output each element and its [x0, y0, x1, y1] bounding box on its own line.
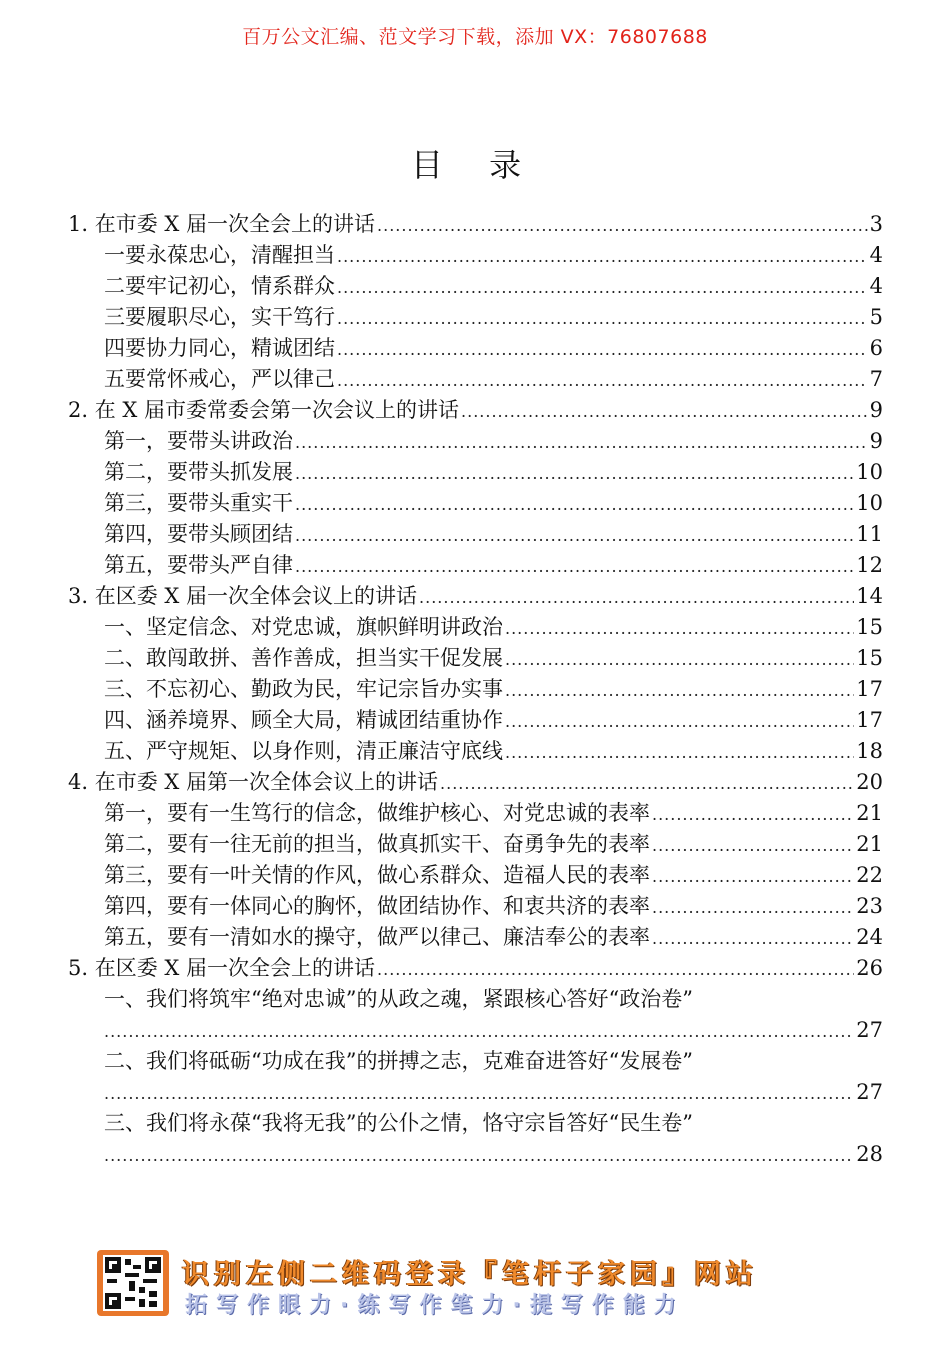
toc-page-number: 14: [856, 584, 883, 608]
toc-leader: [337, 241, 868, 271]
toc-leader: [377, 210, 868, 240]
toc-entry-text: 第四，要带头顾团结: [104, 522, 293, 546]
toc-leader: [295, 489, 854, 519]
toc-entry-text: 三、我们将永葆“我将无我”的公仆之情，恪守宗旨答好“民生卷”: [104, 1111, 693, 1135]
toc-entry-text: 四、涵养境界、顾全大局，精诚团结重协作: [104, 708, 503, 732]
toc-entry: [68, 767, 883, 798]
toc-entry-text: 2. 在 X 届市委常委会第一次会议上的讲话: [68, 398, 460, 422]
toc-page-number: 23: [856, 894, 883, 918]
toc-entry: [68, 674, 883, 705]
toc-entry-text: 五、严守规矩、以身作则，清正廉洁守底线: [104, 739, 503, 763]
toc-entry: [68, 581, 883, 612]
toc-entry: [68, 705, 883, 736]
toc-entry-text: 4. 在市委 X 届第一次全体会议上的讲话: [68, 770, 439, 794]
toc-entry-text: 第二，要带头抓发展: [104, 460, 293, 484]
toc-entry-text: 第五，要带头严自律: [104, 553, 293, 577]
toc-page-number: 10: [856, 491, 883, 515]
toc-page-number: 15: [856, 646, 883, 670]
toc-leader: [104, 1140, 854, 1171]
toc-entry: [68, 860, 883, 891]
footer-slogan: 拓写作眼力·练写作笔力·提写作能力: [185, 1293, 685, 1318]
toc-entry: [68, 550, 883, 581]
toc-page-number: 20: [856, 770, 883, 794]
toc-page-number: 27: [856, 1018, 883, 1042]
toc-page-number: 28: [856, 1142, 883, 1166]
toc-entry: [68, 1046, 883, 1108]
toc-page-number: 10: [856, 460, 883, 484]
toc-entry: [68, 457, 883, 488]
toc-leader: [652, 830, 854, 860]
toc-entry-text: 二、敢闯敢拼、善作善成，担当实干促发展: [104, 646, 503, 670]
toc-leader: [652, 892, 854, 922]
header-banner: 百万公文汇编、范文学习下载，添加 VX：76807688: [242, 26, 708, 48]
toc-page-number: 21: [856, 832, 883, 856]
toc-page-number: 17: [856, 677, 883, 701]
toc-leader: [440, 768, 854, 798]
toc-page-number: 4: [869, 243, 883, 267]
toc-entry-text: 一、坚定信念、对党忠诚，旗帜鲜明讲政治: [104, 615, 503, 639]
toc-leader: [295, 551, 854, 581]
toc-entry-text: 第二，要有一往无前的担当，做真抓实干、奋勇争先的表率: [104, 832, 650, 856]
footer-ad: [97, 1250, 857, 1320]
toc-page-number: 26: [856, 956, 883, 980]
toc-entry-text: 第四，要有一体同心的胸怀，做团结协作、和衷共济的表率: [104, 894, 650, 918]
toc-page-number: 6: [869, 336, 883, 360]
toc-leader: [295, 427, 868, 457]
toc-title: 目 录: [410, 146, 540, 184]
toc-leader: [295, 520, 854, 550]
toc-leader: [337, 334, 868, 364]
toc-leader: [505, 644, 854, 674]
toc-page-number: 27: [856, 1080, 883, 1104]
toc-page-number: 3: [869, 212, 883, 236]
toc-entry-text: 第三，要带头重实干: [104, 491, 293, 515]
toc-page-number: 11: [856, 522, 883, 546]
toc-entry: [68, 891, 883, 922]
toc-entry-text: 二、我们将砥砺“功成在我”的拼搏之志，克难奋进答好“发展卷”: [104, 1049, 693, 1073]
toc-entry-text: 五要常怀戒心，严以律己: [104, 367, 335, 391]
toc-page-number: 4: [869, 274, 883, 298]
toc-entry: [68, 333, 883, 364]
toc-page-number: 24: [856, 925, 883, 949]
toc-entry: [68, 240, 883, 271]
toc-entry: [68, 736, 883, 767]
toc-entry: [68, 643, 883, 674]
toc-entry: [68, 984, 883, 1046]
toc-entry-text: 第一，要有一生笃行的信念，做维护核心、对党忠诚的表率: [104, 801, 650, 825]
toc-entry: [68, 953, 883, 984]
footer-headline: 识别左侧二维码登录『笔杆子家园』网站: [182, 1259, 758, 1290]
toc-page-number: 22: [856, 863, 883, 887]
toc-page-number: 9: [869, 429, 883, 453]
toc-entry: [68, 1108, 883, 1170]
toc-entry-text: 四要协力同心，精诚团结: [104, 336, 335, 360]
toc-leader: [337, 365, 868, 395]
toc-entry-text: 三要履职尽心，实干笃行: [104, 305, 335, 329]
toc-entry: [68, 271, 883, 302]
toc-leader: [505, 737, 854, 767]
toc-entry-text: 一要永葆忠心，清醒担当: [104, 243, 335, 267]
toc-leader: [505, 675, 854, 705]
toc-entry: [68, 364, 883, 395]
toc-page-number: 7: [869, 367, 883, 391]
toc-leader: [652, 799, 854, 829]
toc-entry: [68, 395, 883, 426]
toc-entry-text: 第三，要有一叶关情的作风，做心系群众、造福人民的表率: [104, 863, 650, 887]
toc-page-number: 15: [856, 615, 883, 639]
table-of-contents: [68, 209, 883, 1170]
toc-leader: [295, 458, 854, 488]
toc-entry-text: 5. 在区委 X 届一次全会上的讲话: [68, 956, 376, 980]
toc-entry: [68, 798, 883, 829]
toc-leader: [377, 954, 854, 984]
toc-entry-text: 第五，要有一清如水的操守，做严以律己、廉洁奉公的表率: [104, 925, 650, 949]
toc-leader: [337, 303, 868, 333]
toc-leader: [652, 923, 854, 953]
toc-page-number: 18: [856, 739, 883, 763]
toc-page-number: 12: [856, 553, 883, 577]
toc-entry: [68, 612, 883, 643]
toc-leader: [419, 582, 854, 612]
toc-entry: [68, 488, 883, 519]
toc-entry-text: 第一，要带头讲政治: [104, 429, 293, 453]
toc-leader: [652, 861, 854, 891]
toc-leader: [104, 1078, 854, 1109]
toc-leader: [104, 1016, 854, 1047]
toc-leader: [337, 272, 868, 302]
toc-entry: [68, 829, 883, 860]
toc-page-number: 17: [856, 708, 883, 732]
toc-entry-text: 1. 在市委 X 届一次全会上的讲话: [68, 212, 376, 236]
toc-entry-text: 3. 在区委 X 届一次全体会议上的讲话: [68, 584, 418, 608]
toc-page-number: 5: [869, 305, 883, 329]
toc-entry-text: 二要牢记初心，情系群众: [104, 274, 335, 298]
toc-leader: [505, 706, 854, 736]
toc-entry: [68, 209, 883, 240]
toc-entry-text: 一、我们将筑牢“绝对忠诚”的从政之魂，紧跟核心答好“政治卷”: [104, 987, 693, 1011]
toc-entry: [68, 426, 883, 457]
toc-leader: [461, 396, 868, 426]
toc-entry: [68, 519, 883, 550]
toc-entry-text: 三、不忘初心、勤政为民，牢记宗旨办实事: [104, 677, 503, 701]
qr-code-icon: [97, 1250, 169, 1316]
toc-entry: [68, 922, 883, 953]
toc-entry: [68, 302, 883, 333]
toc-leader: [505, 613, 854, 643]
toc-page-number: 21: [856, 801, 883, 825]
toc-page-number: 9: [869, 398, 883, 422]
